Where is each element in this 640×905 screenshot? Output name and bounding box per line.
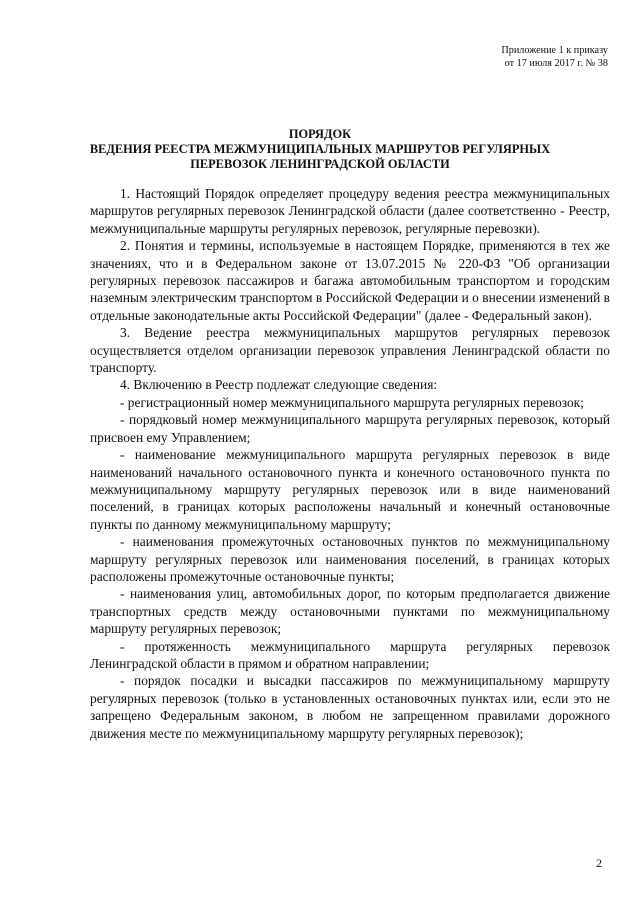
list-item: - порядковый номер межмуниципального маршрута регулярных перевозок, который присвоен ему Управлением;: [90, 412, 610, 445]
paragraph-4: 4. Включению в Реестр подлежат следующие сведения:: [120, 377, 438, 393]
list-item: - наименования улиц, автомобильных дорог, по которым предполагается движение транспортных средств между остановочными пунктами по межмуниципальному маршруту регулярных перевозок;: [90, 586, 610, 637]
paragraph-2: 2. Понятия и термины, используемые в настоящем Порядке, применяются в тех же значениях, что и в Федеральном законе от 13.07.2015 № 220-ФЗ "Об организации регулярных перевозок пассажиров и багажа автомобильным транспортом и городским наземным электрическим транспортом в Российской Федерации и о внесении изменений в отдельные законодательные акты Российской Федерации" (далее - Федеральный закон).: [90, 238, 610, 323]
list-item: - порядок посадки и высадки пассажиров по межмуниципальному маршруту регулярных перевозок (только в установленных остановочных пунктах или, если это не запрещено Федеральным законом, в любом не запрещенном правилами дорожного движения месте по межмуниципальному маршруту регулярных перевозок);: [90, 673, 610, 741]
title-line-1: ПОРЯДОК: [288, 127, 352, 141]
paragraph-3: 3. Ведение реестра межмуниципальных маршрутов регулярных перевозок осуществляется отделом организации перевозок управления Ленинградской области по транспорту.: [90, 325, 610, 376]
list-item: - регистрационный номер межмуниципального маршрута регулярных перевозок;: [120, 394, 584, 410]
list-item: - наименования промежуточных остановочных пунктов по межмуниципальному маршруту регулярных перевозок или наименования поселений, в границах которых расположены промежуточные остановочные пункты;: [90, 534, 610, 584]
approval-line-2: от 17 июля 2017 г. № 38: [504, 58, 608, 70]
title-line-3: ПЕРЕВОЗОК ЛЕНИНГРАДСКОЙ ОБЛАСТИ: [190, 157, 450, 172]
title-line-2: ВЕДЕНИЯ РЕЕСТРА МЕЖМУНИЦИПАЛЬНЫХ МАРШРУТОВ РЕГУЛЯРНЫХ: [89, 142, 551, 157]
approval-line-1: Приложение 1 к приказу: [501, 45, 608, 56]
document-title: [72, 127, 568, 173]
approval-note: [408, 44, 608, 70]
list-item: - протяженность межмуниципального маршрута регулярных перевозок Ленинградской области в прямом и обратном направлении;: [90, 638, 610, 671]
paragraph-1: 1. Настоящий Порядок определяет процедуру ведения реестра межмуниципальных маршрутов регулярных перевозок Ленинградской области (далее соответственно - Реестр, межмуниципальные маршруты регулярных перевозок, регулярные перевозки).: [90, 186, 610, 236]
list-item: - наименование межмуниципального маршрута регулярных перевозок в виде наименований начального остановочного пункта и конечного остановочного пункта по межмуниципальному маршруту регулярных перевозок или в виде наименований поселений, в границах которых расположены начальный и конечный остановочные пункты по данному межмуниципальному маршруту;: [90, 447, 610, 532]
page-number: 2: [596, 856, 602, 870]
document-body: [90, 185, 610, 742]
